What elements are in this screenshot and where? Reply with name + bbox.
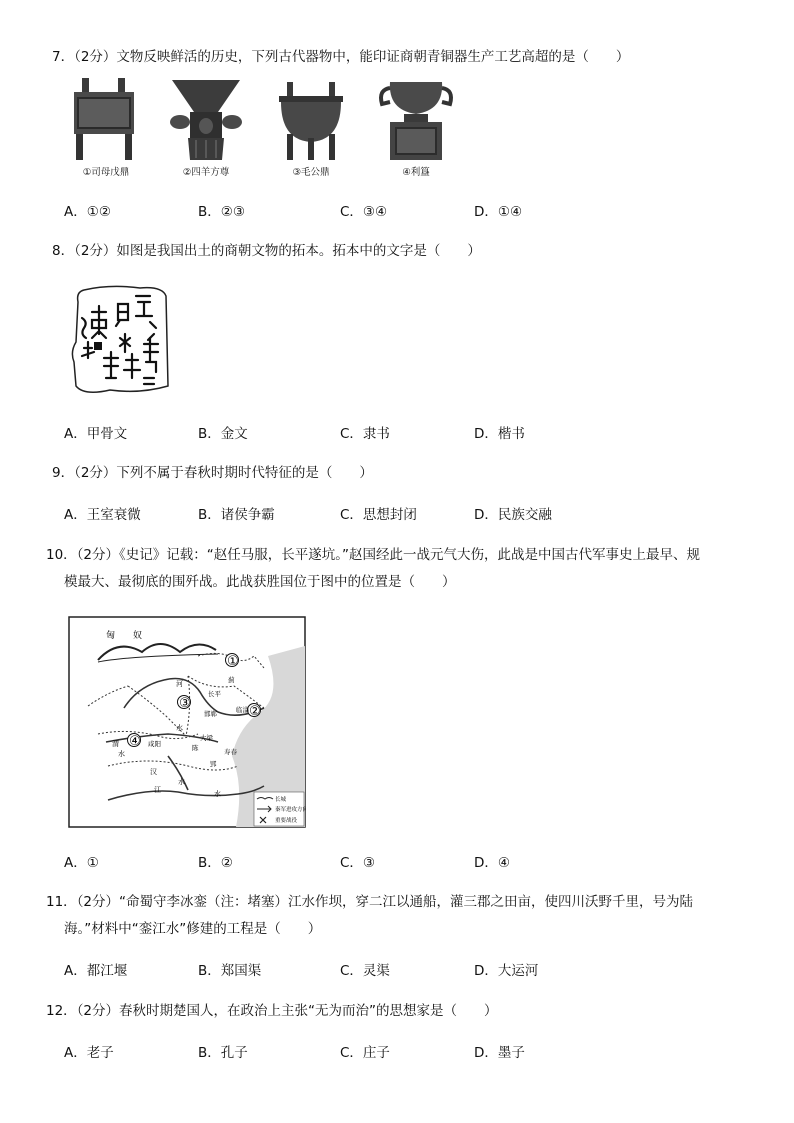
option-c[interactable]: C．庄子 (340, 1045, 390, 1061)
question-7 (52, 44, 752, 70)
bronze-inscription-rubbing (70, 282, 170, 400)
question-10-continued (64, 569, 764, 595)
option-d[interactable]: D．墨子 (474, 1045, 525, 1061)
option-c[interactable]: C．③④ (340, 204, 388, 220)
question-number: 12． (46, 1003, 77, 1019)
river-label: 河 (176, 680, 183, 688)
vessel-simuwu-ding (66, 76, 146, 180)
place-label: 临淄 (236, 706, 249, 714)
question-stem: （2分）文物反映鲜活的历史，下列古代器物中，能印证商朝青铜器生产工艺高超的是（ ） (74, 49, 630, 65)
question-11-options (64, 959, 744, 981)
historical-map-image (68, 616, 306, 828)
vessel-siyang-fangzun (166, 76, 246, 180)
question-12-options (64, 1041, 744, 1063)
option-b[interactable]: B．郑国渠 (198, 963, 262, 979)
option-b[interactable]: B．孔子 (198, 1045, 248, 1061)
question-stem: （2分）下列不属于春秋时期时代特征的是（ ） (74, 465, 373, 481)
map-marker: ② (249, 704, 261, 719)
option-d[interactable]: D．楷书 (474, 426, 525, 442)
place-label: 蓟 (228, 676, 235, 684)
vessel-caption: ③毛公鼎 (292, 167, 330, 178)
question-stem-line-2: 海。”材料中“銮江水”修建的工程是（ ） (64, 921, 322, 937)
river-label: 水 (176, 724, 183, 732)
question-stem-line-2: 模最大、最彻底的围歼战。此战获胜国位于图中的位置是（ ） (64, 574, 456, 590)
place-label: 寿春 (224, 748, 237, 756)
option-b[interactable]: B．②③ (198, 204, 245, 220)
option-a[interactable]: A．甲骨文 (64, 426, 128, 442)
place-label: 大梁 (200, 734, 213, 742)
question-9-options (64, 503, 744, 525)
question-number: 11． (46, 894, 77, 910)
question-number: 9． (52, 465, 75, 481)
option-d[interactable]: D．④ (474, 855, 510, 871)
legend-label: 重要战役 (275, 818, 298, 824)
vessel-caption: ④利簋 (402, 167, 430, 178)
map-top-label: 匈 奴 (106, 631, 143, 641)
option-a[interactable]: A．都江堰 (64, 963, 128, 979)
option-c[interactable]: C．隶书 (340, 426, 390, 442)
question-9 (52, 460, 752, 486)
option-d[interactable]: D．大运河 (474, 963, 539, 979)
place-label: 长平 (208, 690, 221, 698)
option-b[interactable]: B．金文 (198, 426, 248, 442)
question-stem: （2分）春秋时期楚国人，在政治上主张“无为而治”的思想家是（ ） (76, 1003, 498, 1019)
option-c[interactable]: C．③ (340, 855, 376, 871)
option-a[interactable]: A．老子 (64, 1045, 114, 1061)
question-number: 8． (52, 243, 75, 259)
question-10 (46, 542, 746, 568)
question-11-continued (64, 916, 764, 942)
round-ding-icon (271, 76, 351, 162)
river-label: 渭 (112, 740, 119, 748)
legend-label: 长城 (275, 797, 287, 803)
option-a[interactable]: A．①② (64, 204, 111, 220)
question-7-options (64, 200, 744, 222)
vessel-maogong-ding (271, 76, 351, 180)
map-legend (254, 792, 306, 826)
question-11 (46, 889, 746, 915)
option-c[interactable]: C．思想封闭 (340, 507, 417, 523)
question-number: 10． (46, 547, 77, 563)
gui-vessel-icon (376, 76, 456, 162)
place-label: 咸阳 (148, 740, 161, 748)
question-8 (52, 238, 752, 264)
place-label: 郢 (210, 760, 217, 768)
map-marker: ① (227, 654, 239, 669)
square-ding-icon (66, 76, 146, 162)
option-b[interactable]: B．② (198, 855, 233, 871)
river-label: 水 (214, 790, 221, 798)
river-label: 江 (154, 786, 161, 794)
place-label: 陈 (192, 744, 199, 752)
river-label: 水 (118, 750, 125, 758)
vessel-caption: ①司母戊鼎 (82, 167, 130, 178)
option-a[interactable]: A．王室衰微 (64, 507, 141, 523)
question-10-options (64, 851, 744, 873)
map-marker: ③ (179, 696, 191, 711)
option-a[interactable]: A．① (64, 855, 99, 871)
vessel-li-gui (376, 76, 456, 180)
warring-states-map (68, 616, 306, 828)
question-stem-line-1: （2分）《史记》记载：“赵任马服，长平遂坑。”赵国经此一战元气大伤，此战是中国古代军事史上最早、规 (76, 547, 701, 563)
option-c[interactable]: C．灵渠 (340, 963, 390, 979)
question-stem: （2分）如图是我国出土的商朝文物的拓本。拓本中的文字是（ ） (74, 243, 481, 259)
question-number: 7． (52, 49, 75, 65)
question-12 (46, 998, 746, 1024)
option-d[interactable]: D．①④ (474, 204, 523, 220)
legend-label: 秦军进攻方向 (275, 807, 306, 813)
question-8-options (64, 422, 744, 444)
option-b[interactable]: B．诸侯争霸 (198, 507, 275, 523)
river-label: 汉 (150, 768, 157, 776)
vessel-caption: ②四羊方尊 (182, 167, 230, 178)
river-label: 水 (178, 778, 185, 786)
zun-vessel-icon (166, 76, 246, 162)
place-label: 邯郸 (204, 710, 217, 718)
inscription-rubbing-image (70, 282, 170, 400)
bronze-vessels-figure (66, 76, 466, 180)
map-marker: ④ (129, 734, 141, 749)
option-d[interactable]: D．民族交融 (474, 507, 552, 523)
question-stem-line-1: （2分）“命蜀守李冰銮（注：堵塞）江水作坝，穿二江以通船，灌三郡之田亩，使四川沃野千里，号为陆 (76, 894, 694, 910)
